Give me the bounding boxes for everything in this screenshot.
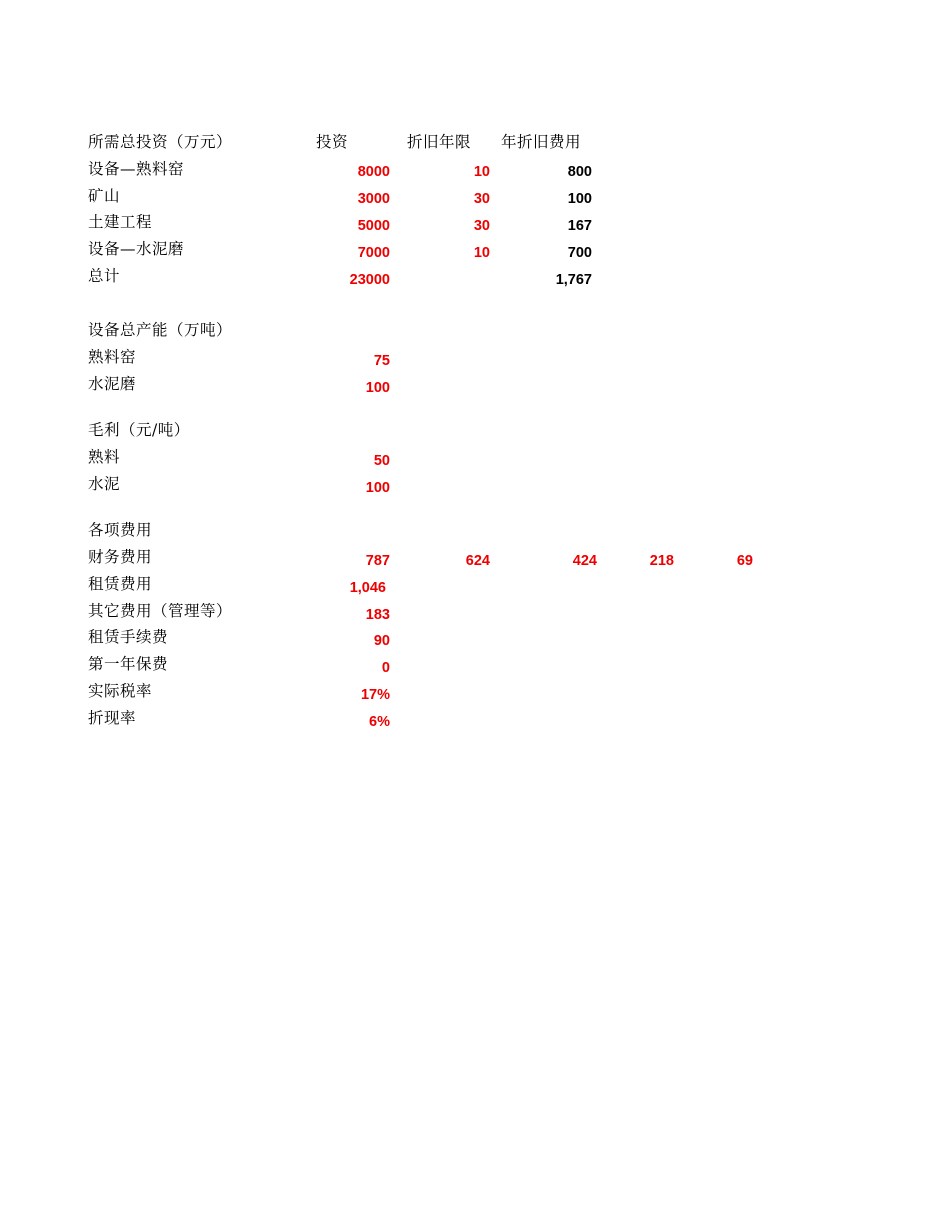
cell-other[interactable]: 183	[365, 607, 390, 623]
row-label-mill-equipment: 设备—水泥磨	[88, 240, 185, 258]
cell-finance-y5[interactable]: 69	[736, 553, 753, 569]
row-label-cement: 水泥	[88, 475, 121, 493]
cell-annual[interactable]: 100	[567, 191, 592, 207]
col-header-years: 折旧年限	[407, 133, 472, 151]
row-label-insurance: 第一年保费	[88, 655, 169, 673]
cell-total-annual[interactable]: 1,767	[555, 272, 592, 288]
cell-kiln-capacity[interactable]: 75	[373, 353, 390, 369]
row-label-other: 其它费用（管理等）	[88, 602, 233, 620]
cell-annual[interactable]: 700	[567, 245, 592, 261]
cell-annual[interactable]: 167	[567, 218, 592, 234]
cell-annual[interactable]: 800	[567, 164, 592, 180]
cell-finance-y2[interactable]: 624	[465, 553, 490, 569]
cell-invest[interactable]: 5000	[357, 218, 390, 234]
cell-cement-margin[interactable]: 100	[365, 480, 390, 496]
cell-lease-fee[interactable]: 90	[373, 633, 390, 649]
cell-finance-y3[interactable]: 424	[572, 553, 597, 569]
capacity-title: 设备总产能（万吨）	[88, 321, 233, 339]
cell-mill-capacity[interactable]: 100	[365, 380, 390, 396]
row-label-tax-rate: 实际税率	[88, 682, 153, 700]
row-label-mine: 矿山	[88, 187, 121, 205]
cell-invest[interactable]: 3000	[357, 191, 390, 207]
cell-finance-y4[interactable]: 218	[649, 553, 674, 569]
cell-lease[interactable]: 1,046	[349, 580, 386, 596]
row-label-mill: 水泥磨	[88, 375, 137, 393]
cell-finance-y1[interactable]: 787	[365, 553, 390, 569]
row-label-kiln: 熟料窑	[88, 348, 137, 366]
investment-title: 所需总投资（万元）	[88, 133, 233, 151]
cell-years[interactable]: 10	[473, 164, 490, 180]
row-label-kiln-equipment: 设备—熟料窑	[88, 160, 185, 178]
cell-clinker-margin[interactable]: 50	[373, 453, 390, 469]
cell-insurance[interactable]: 0	[381, 660, 390, 676]
row-label-civil-works: 土建工程	[88, 213, 153, 231]
row-label-finance: 财务费用	[88, 548, 153, 566]
margin-title: 毛利（元/吨）	[88, 421, 190, 439]
expenses-title: 各项费用	[88, 521, 153, 539]
cell-discount-rate[interactable]: 6%	[369, 714, 390, 730]
cell-years[interactable]: 30	[473, 191, 490, 207]
row-label-clinker: 熟料	[88, 448, 121, 466]
cell-invest[interactable]: 8000	[357, 164, 390, 180]
row-label-total: 总计	[88, 267, 121, 285]
cell-years[interactable]: 10	[473, 245, 490, 261]
col-header-invest: 投资	[316, 133, 349, 151]
cell-years[interactable]: 30	[473, 218, 490, 234]
row-label-lease-fee: 租赁手续费	[88, 628, 169, 646]
row-label-lease: 租赁费用	[88, 575, 153, 593]
row-label-discount-rate: 折现率	[88, 709, 137, 727]
cell-tax-rate[interactable]: 17%	[360, 687, 390, 703]
cell-total-invest[interactable]: 23000	[349, 272, 390, 288]
cell-invest[interactable]: 7000	[357, 245, 390, 261]
col-header-annual: 年折旧费用	[501, 133, 582, 151]
